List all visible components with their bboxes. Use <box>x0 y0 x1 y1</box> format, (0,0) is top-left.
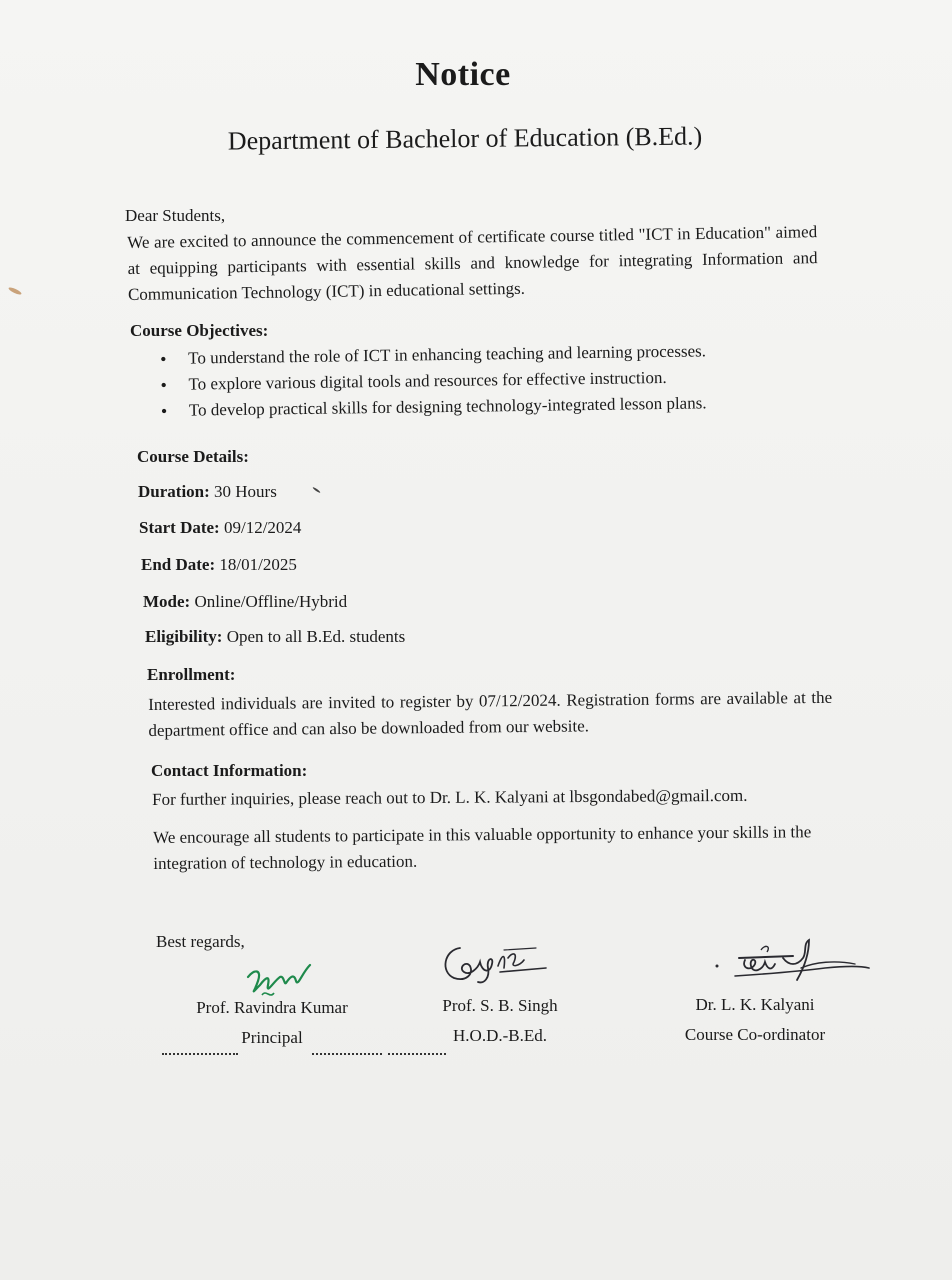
start-date-label: Start Date: <box>139 518 220 537</box>
start-date-value: 09/12/2024 <box>223 518 302 537</box>
mode-label: Mode: <box>143 592 191 611</box>
objective-text: To explore various digital tools and resources for effective instruction. <box>188 367 667 394</box>
notice-title: Notice <box>415 56 511 93</box>
mode-value: Online/Offline/Hybrid <box>194 592 348 611</box>
details-heading: Course Details: <box>137 447 249 466</box>
department-title: Department of Bachelor of Education (B.Ed.) <box>227 121 703 156</box>
enrollment-paragraph: Interested individuals are invited to register by 07/12/2024. Registration forms are available at the department office and can also be downloaded from our website. <box>148 687 833 740</box>
bullet-icon: • <box>160 348 167 369</box>
salutation: Dear Students, <box>125 206 226 225</box>
end-date-value: 18/01/2025 <box>219 555 297 574</box>
objective-text: To understand the role of ICT in enhancing teaching and learning processes. <box>188 341 707 368</box>
encourage-paragraph: We encourage all students to participate in this valuable opportunity to enhance your skills in the integration of technology in education. <box>153 822 812 873</box>
contact-paragraph: For further inquiries, please reach out to Dr. L. K. Kalyani at lbsgondabed@gmail.com. <box>152 785 748 809</box>
intro-paragraph: We are excited to announce the commencement of certificate course titled "ICT in Education" aimed at equipping participants with essential skills and knowledge for integrating Information and Communication Technology (ICT) in educational settings. <box>127 222 818 304</box>
objectives-list <box>160 337 801 424</box>
signatory-hod <box>420 996 580 1046</box>
mode-line <box>143 592 347 612</box>
signatory-name: Prof. Ravindra Kumar <box>196 998 348 1017</box>
signatory-role: Course Co-ordinator <box>684 1025 826 1044</box>
duration-label: Duration: <box>138 482 210 501</box>
bullet-icon: • <box>160 400 168 421</box>
contact-heading: Contact Information: <box>151 761 308 780</box>
objective-text: To develop practical skills for designing technology-integrated lesson plans. <box>188 393 707 420</box>
enrollment-heading: Enrollment: <box>147 665 236 684</box>
end-date-line <box>141 555 297 575</box>
signature-hod <box>440 938 550 990</box>
objectives-heading: Course Objectives: <box>130 321 269 340</box>
dotted-line <box>162 1053 238 1055</box>
pen-mark <box>312 487 321 494</box>
signatory-role: H.O.D.-B.Ed. <box>453 1026 547 1045</box>
dotted-line <box>312 1053 382 1055</box>
signatory-name: Prof. S. B. Singh <box>442 996 558 1015</box>
end-date-label: End Date: <box>141 555 216 574</box>
bullet-icon: • <box>160 374 167 395</box>
eligibility-line <box>145 627 405 647</box>
signatory-principal <box>172 998 372 1048</box>
pen-mark <box>8 286 22 296</box>
eligibility-value: Open to all B.Ed. students <box>226 627 406 646</box>
duration-line <box>138 482 277 502</box>
signatory-coordinator <box>660 995 850 1045</box>
closing-regards: Best regards, <box>156 932 245 951</box>
signatory-role: Principal <box>241 1028 303 1047</box>
duration-value: 30 Hours <box>214 482 277 501</box>
start-date-line <box>139 518 301 538</box>
signature-coordinator <box>705 936 875 998</box>
signatory-name: Dr. L. K. Kalyani <box>695 995 815 1014</box>
eligibility-label: Eligibility: <box>145 627 223 646</box>
dotted-line <box>388 1053 446 1055</box>
